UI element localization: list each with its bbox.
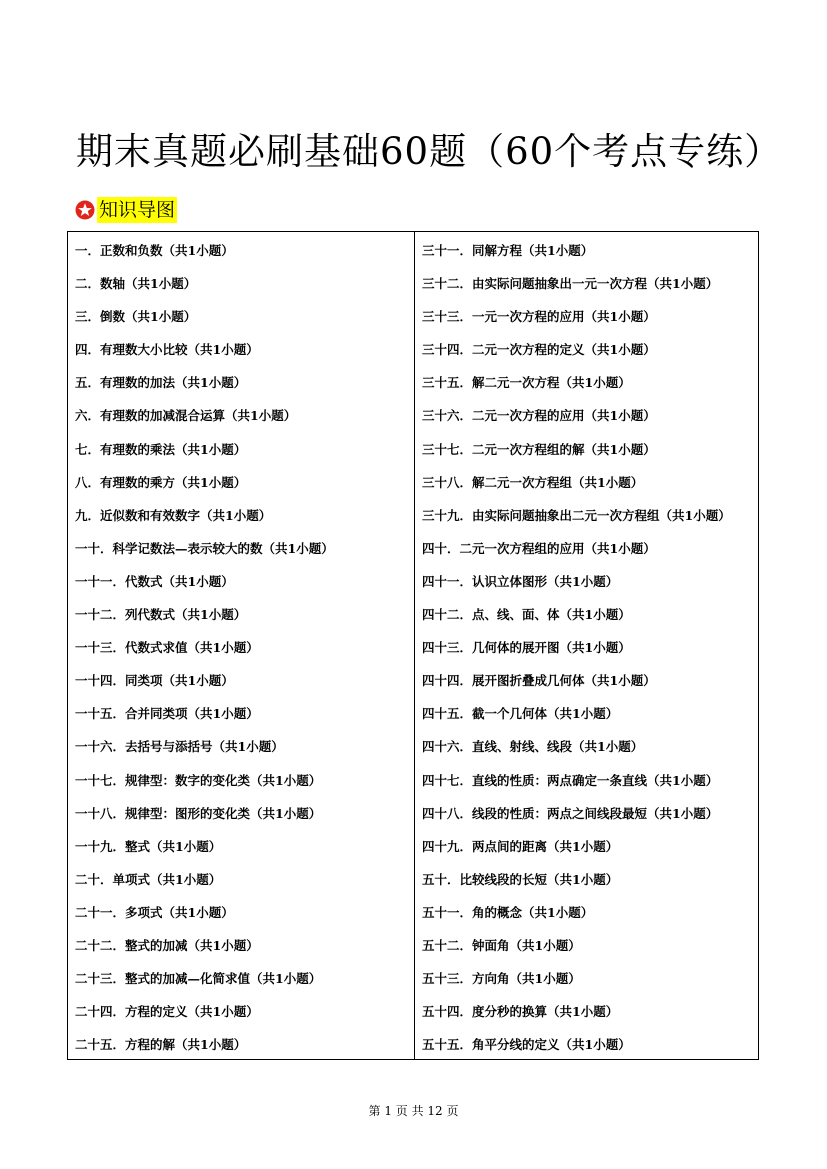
- toc-item: 四十四．展开图折叠成几何体（共1小题）: [422, 673, 656, 689]
- toc-item: 一十一．代数式（共1小题）: [75, 573, 234, 589]
- toc-item: 一．正数和负数（共1小题）: [75, 243, 234, 258]
- section-label: 知识导图: [99, 199, 176, 221]
- toc-right-column: [415, 232, 758, 1059]
- toc-item: 四十七．直线的性质：两点确定一条直线（共1小题）: [422, 772, 719, 788]
- toc-item: 二．数轴（共1小题）: [75, 276, 197, 292]
- toc-item: 四十二．点、线、面、体（共1小题）: [422, 607, 631, 623]
- toc-item: 四十九．两点间的距离（共1小题）: [422, 838, 619, 854]
- toc-item: 一十二．列代数式（共1小题）: [75, 607, 247, 623]
- toc-item: 五．有理数的加法（共1小题）: [75, 375, 247, 391]
- toc-item: 四十六．直线、射线、线段（共1小题）: [422, 739, 644, 755]
- toc-item: 二十四．方程的定义（共1小题）: [75, 1004, 259, 1020]
- toc-item: 二十三．整式的加减—化简求值（共1小题）: [75, 971, 322, 987]
- toc-item: 三十五．解二元一次方程（共1小题）: [422, 375, 631, 391]
- toc-item: 五十二．钟面角（共1小题）: [422, 937, 581, 953]
- toc-item: 三十一．同解方程（共1小题）: [422, 243, 594, 258]
- toc-item: 一十五．合并同类项（共1小题）: [75, 706, 259, 722]
- toc-item: 二十一．多项式（共1小题）: [75, 904, 234, 920]
- toc-left-column: [68, 232, 415, 1059]
- toc-item: 四十一．认识立体图形（共1小题）: [422, 573, 619, 589]
- toc-item: 三十二．由实际问题抽象出一元一次方程（共1小题）: [422, 276, 719, 292]
- toc-item: 一十七．规律型：数字的变化类（共1小题）: [75, 772, 322, 788]
- toc-item: 四十八．线段的性质：两点之间线段最短（共1小题）: [422, 805, 719, 821]
- toc-item: 三十三．一元一次方程的应用（共1小题）: [422, 309, 656, 325]
- toc-item: 四十三．几何体的展开图（共1小题）: [422, 640, 631, 656]
- toc-item: 二十二．整式的加减（共1小题）: [75, 937, 259, 953]
- red-star-badge-icon: [75, 200, 95, 220]
- toc-item: 五十四．度分秒的换算（共1小题）: [422, 1004, 619, 1020]
- toc-item: 三十七．二元一次方程组的解（共1小题）: [422, 441, 656, 457]
- toc-item: 五十．比较线段的长短（共1小题）: [422, 871, 619, 887]
- toc-item: 四十五．截一个几何体（共1小题）: [422, 706, 619, 722]
- page-title: 期末真题必刷基础60题（60个考点专练）: [76, 130, 783, 173]
- toc-item: 三十八．解二元一次方程组（共1小题）: [422, 474, 644, 490]
- toc-item: 五十五．角平分线的定义（共1小题）: [422, 1037, 631, 1053]
- toc-item: 四十．二元一次方程组的应用（共1小题）: [422, 540, 656, 556]
- toc-item: 二十．单项式（共1小题）: [75, 871, 222, 887]
- toc-item: 九．近似数和有效数字（共1小题）: [75, 507, 272, 523]
- toc-item: 三十六．二元一次方程的应用（共1小题）: [422, 408, 656, 424]
- toc-item: 三．倒数（共1小题）: [75, 309, 197, 325]
- toc-item: 一十九．整式（共1小题）: [75, 838, 222, 854]
- toc-item: 一十四．同类项（共1小题）: [75, 673, 234, 689]
- toc-item: 三十四．二元一次方程的定义（共1小题）: [422, 342, 656, 358]
- toc-item: 三十九．由实际问题抽象出二元一次方程组（共1小题）: [422, 507, 731, 523]
- toc-item: 一十．科学记数法—表示较大的数（共1小题）: [75, 540, 334, 556]
- toc-item: 一十八．规律型：图形的变化类（共1小题）: [75, 805, 322, 821]
- knowledge-map-table: [67, 231, 759, 1060]
- toc-item: 七．有理数的乘法（共1小题）: [75, 441, 247, 457]
- toc-item: 五十三．方向角（共1小题）: [422, 971, 581, 987]
- toc-item: 四．有理数大小比较（共1小题）: [75, 342, 259, 358]
- toc-item: 六．有理数的加减混合运算（共1小题）: [75, 408, 297, 424]
- toc-item: 一十三．代数式求值（共1小题）: [75, 640, 259, 656]
- toc-item: 五十一．角的概念（共1小题）: [422, 904, 594, 920]
- toc-item: 八．有理数的乘方（共1小题）: [75, 474, 247, 490]
- toc-item: 一十六．去括号与添括号（共1小题）: [75, 739, 284, 755]
- page-footer: 第 1 页 共 12 页: [368, 1104, 459, 1118]
- toc-item: 二十五．方程的解（共1小题）: [75, 1037, 247, 1053]
- section-heading: [75, 196, 177, 224]
